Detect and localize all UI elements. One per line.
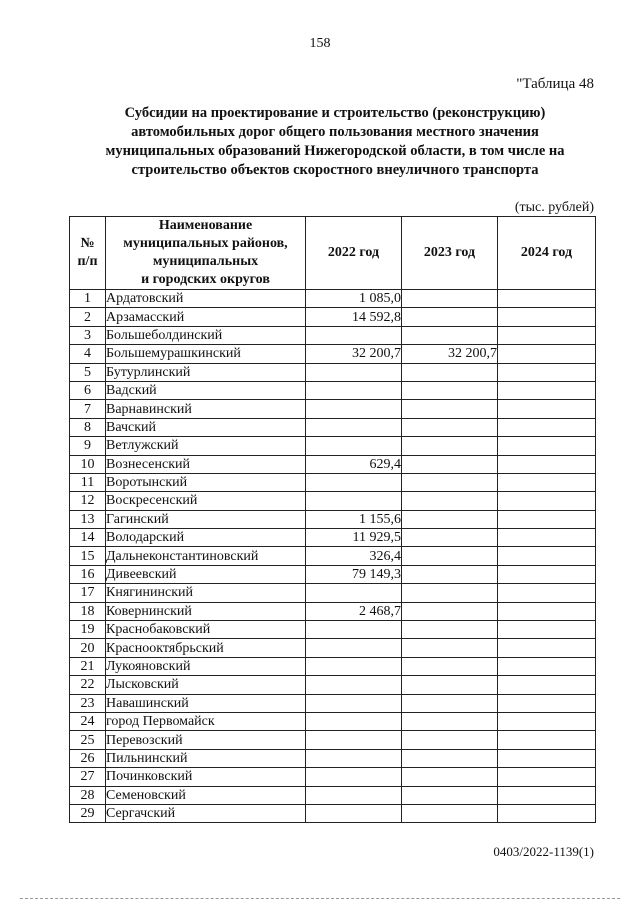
value-2023	[402, 584, 498, 602]
value-2022	[306, 657, 402, 675]
value-2024	[498, 363, 596, 381]
value-2023	[402, 290, 498, 308]
table-row	[70, 565, 596, 583]
value-2024	[498, 381, 596, 399]
value-2023	[402, 510, 498, 528]
value-2022	[306, 584, 402, 602]
value-2022	[306, 639, 402, 657]
value-2024	[498, 804, 596, 822]
table-row	[70, 639, 596, 657]
table-row	[70, 326, 596, 344]
value-2022	[306, 326, 402, 344]
value-2022	[306, 676, 402, 694]
table-row	[70, 712, 596, 730]
header-name-line: муниципальных районов,	[123, 236, 288, 251]
title-line: строительство объектов скоростного внеуличного транспорта	[131, 162, 539, 178]
value-2024	[498, 768, 596, 786]
value-2024	[498, 712, 596, 730]
value-2022	[306, 804, 402, 822]
table-label: "Таблица 48	[516, 76, 594, 92]
row-number: 24	[70, 712, 106, 730]
row-number: 28	[70, 786, 106, 804]
value-2022	[306, 694, 402, 712]
municipality-name: Навашинский	[106, 694, 306, 712]
row-number: 3	[70, 326, 106, 344]
value-2022	[306, 437, 402, 455]
municipality-name: Сергачский	[106, 804, 306, 822]
value-2024	[498, 584, 596, 602]
value-2023: 32 200,7	[402, 345, 498, 363]
table-row	[70, 510, 596, 528]
municipality-name: Воротынский	[106, 473, 306, 491]
table-row	[70, 363, 596, 381]
row-number: 23	[70, 694, 106, 712]
row-number: 12	[70, 492, 106, 510]
value-2024	[498, 326, 596, 344]
municipality-name: Ардатовский	[106, 290, 306, 308]
municipality-name: Ковернинский	[106, 602, 306, 620]
table-row	[70, 749, 596, 767]
row-number: 6	[70, 381, 106, 399]
header-num-line: п/п	[77, 254, 98, 269]
value-2023	[402, 749, 498, 767]
value-2023	[402, 326, 498, 344]
row-number: 26	[70, 749, 106, 767]
value-2023	[402, 565, 498, 583]
row-number: 29	[70, 804, 106, 822]
value-2022: 629,4	[306, 455, 402, 473]
value-2023	[402, 363, 498, 381]
table-row	[70, 731, 596, 749]
value-2022: 11 929,5	[306, 529, 402, 547]
municipality-name: Вадский	[106, 381, 306, 399]
value-2023	[402, 492, 498, 510]
municipality-name: Дальнеконстантиновский	[106, 547, 306, 565]
header-2022: 2022 год	[306, 217, 402, 290]
table-row	[70, 804, 596, 822]
municipality-name: Краснобаковский	[106, 621, 306, 639]
row-number: 18	[70, 602, 106, 620]
row-number: 20	[70, 639, 106, 657]
row-number: 9	[70, 437, 106, 455]
value-2022	[306, 492, 402, 510]
header-2024: 2024 год	[498, 217, 596, 290]
table-row	[70, 381, 596, 399]
title-line: автомобильных дорог общего пользования местного значения	[131, 124, 539, 140]
value-2023	[402, 731, 498, 749]
value-2024	[498, 547, 596, 565]
table-row	[70, 308, 596, 326]
municipality-name: Бутурлинский	[106, 363, 306, 381]
value-2024	[498, 308, 596, 326]
value-2023	[402, 694, 498, 712]
municipality-name: Починковский	[106, 768, 306, 786]
header-2023: 2023 год	[402, 217, 498, 290]
value-2022	[306, 473, 402, 491]
document-code: 0403/2022-1139(1)	[493, 844, 594, 859]
value-2023	[402, 455, 498, 473]
row-number: 25	[70, 731, 106, 749]
row-number: 14	[70, 529, 106, 547]
title-line: муниципальных образований Нижегородской области, в том числе на	[105, 143, 565, 159]
municipality-name: Пильнинский	[106, 749, 306, 767]
header-name	[106, 217, 306, 290]
table-row	[70, 657, 596, 675]
title-line: Субсидии на проектирование и строительство (реконструкцию)	[124, 105, 546, 121]
municipality-name: Краснооктябрьский	[106, 639, 306, 657]
table-row	[70, 400, 596, 418]
value-2022: 14 592,8	[306, 308, 402, 326]
units-label: (тыс. рублей)	[514, 200, 594, 215]
value-2022: 2 468,7	[306, 602, 402, 620]
value-2023	[402, 786, 498, 804]
table-row	[70, 345, 596, 363]
value-2023	[402, 400, 498, 418]
value-2024	[498, 529, 596, 547]
value-2024	[498, 473, 596, 491]
table-row	[70, 418, 596, 436]
value-2022	[306, 768, 402, 786]
table-row	[70, 694, 596, 712]
value-2023	[402, 529, 498, 547]
value-2023	[402, 676, 498, 694]
row-number: 13	[70, 510, 106, 528]
municipality-name: Воскресенский	[106, 492, 306, 510]
value-2024	[498, 786, 596, 804]
municipality-name: Арзамасский	[106, 308, 306, 326]
row-number: 2	[70, 308, 106, 326]
value-2022	[306, 363, 402, 381]
row-number: 15	[70, 547, 106, 565]
row-number: 4	[70, 345, 106, 363]
row-number: 1	[70, 290, 106, 308]
municipality-name: Володарский	[106, 529, 306, 547]
row-number: 11	[70, 473, 106, 491]
value-2023	[402, 381, 498, 399]
table-row	[70, 455, 596, 473]
value-2023	[402, 768, 498, 786]
value-2022	[306, 400, 402, 418]
table-row	[70, 529, 596, 547]
value-2023	[402, 437, 498, 455]
row-number: 22	[70, 676, 106, 694]
value-2024	[498, 290, 596, 308]
municipality-name: Ветлужский	[106, 437, 306, 455]
municipality-name: Перевозский	[106, 731, 306, 749]
value-2024	[498, 602, 596, 620]
value-2023	[402, 657, 498, 675]
value-2024	[498, 510, 596, 528]
value-2022: 1 085,0	[306, 290, 402, 308]
row-number: 17	[70, 584, 106, 602]
header-name-line: муниципальных	[152, 254, 259, 269]
table-row	[70, 492, 596, 510]
bottom-divider	[20, 898, 620, 899]
municipality-name: Семеновский	[106, 786, 306, 804]
value-2023	[402, 547, 498, 565]
value-2022	[306, 749, 402, 767]
row-number: 10	[70, 455, 106, 473]
value-2023	[402, 712, 498, 730]
municipality-name: Большемурашкинский	[106, 345, 306, 363]
value-2023	[402, 639, 498, 657]
table-row	[70, 621, 596, 639]
value-2024	[498, 345, 596, 363]
value-2024	[498, 731, 596, 749]
row-number: 16	[70, 565, 106, 583]
value-2022	[306, 621, 402, 639]
row-number: 21	[70, 657, 106, 675]
table-row	[70, 602, 596, 620]
value-2022: 1 155,6	[306, 510, 402, 528]
value-2022: 79 149,3	[306, 565, 402, 583]
value-2023	[402, 602, 498, 620]
value-2022: 32 200,7	[306, 345, 402, 363]
table-row	[70, 584, 596, 602]
municipality-name: Вознесенский	[106, 455, 306, 473]
table-row	[70, 547, 596, 565]
table-row	[70, 676, 596, 694]
value-2024	[498, 749, 596, 767]
value-2022: 326,4	[306, 547, 402, 565]
header-name-line: и городских округов	[141, 272, 270, 287]
value-2023	[402, 473, 498, 491]
municipality-name: Варнавинский	[106, 400, 306, 418]
row-number: 7	[70, 400, 106, 418]
municipality-name: Вачский	[106, 418, 306, 436]
document-title	[70, 104, 600, 180]
value-2024	[498, 657, 596, 675]
value-2024	[498, 455, 596, 473]
subsidy-table	[69, 216, 596, 823]
municipality-name: Лукояновский	[106, 657, 306, 675]
table-row	[70, 786, 596, 804]
value-2023	[402, 804, 498, 822]
row-number: 8	[70, 418, 106, 436]
value-2022	[306, 418, 402, 436]
row-number: 19	[70, 621, 106, 639]
value-2022	[306, 786, 402, 804]
value-2024	[498, 400, 596, 418]
municipality-name: Княгининский	[106, 584, 306, 602]
value-2024	[498, 676, 596, 694]
value-2022	[306, 381, 402, 399]
value-2024	[498, 492, 596, 510]
municipality-name: Гагинский	[106, 510, 306, 528]
value-2024	[498, 621, 596, 639]
value-2023	[402, 621, 498, 639]
row-number: 27	[70, 768, 106, 786]
row-number: 5	[70, 363, 106, 381]
header-name-line: Наименование	[158, 218, 253, 233]
municipality-name: город Первомайск	[106, 712, 306, 730]
table-row	[70, 768, 596, 786]
value-2024	[498, 418, 596, 436]
table-header-row	[70, 217, 596, 290]
header-num-line: №	[80, 236, 95, 251]
value-2022	[306, 712, 402, 730]
value-2023	[402, 308, 498, 326]
table-row	[70, 437, 596, 455]
value-2024	[498, 565, 596, 583]
value-2024	[498, 694, 596, 712]
value-2024	[498, 437, 596, 455]
value-2022	[306, 731, 402, 749]
page-number: 158	[309, 36, 331, 51]
table-row	[70, 473, 596, 491]
municipality-name: Лысковский	[106, 676, 306, 694]
municipality-name: Большеболдинский	[106, 326, 306, 344]
header-num	[70, 217, 106, 290]
value-2023	[402, 418, 498, 436]
table-row	[70, 290, 596, 308]
municipality-name: Дивеевский	[106, 565, 306, 583]
value-2024	[498, 639, 596, 657]
